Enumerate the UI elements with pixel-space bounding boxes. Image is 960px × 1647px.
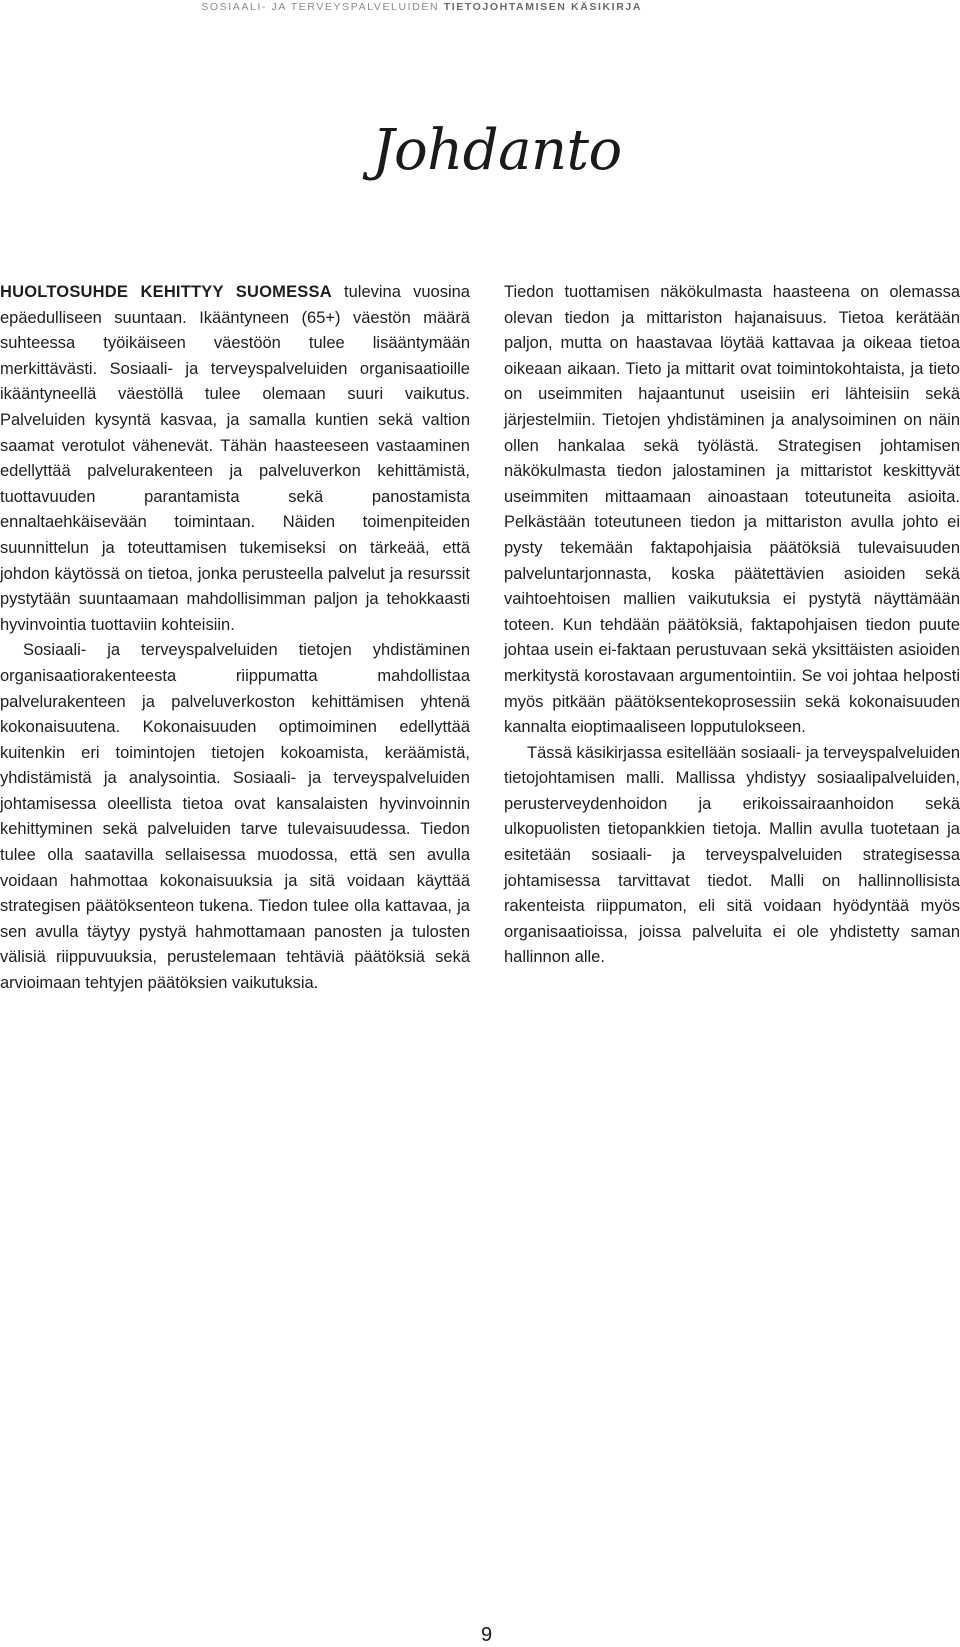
right-paragraph-1: Tiedon tuottamisen näkökulmasta haasteena on olemassa olevan tiedon ja mittariston hajanaisuus. Tietoa kerätään paljon, mutta on haastavaa löytää kattavaa ja oikeaa tietoa oikeaan aikaan. Tieto ja mittarit ovat toimintokohtaista, ja tieto on useimmiten hajaantunut useisiin eri lähteisiin sekä järjestelmiin. Tietojen yhdistäminen ja analysoiminen on näin ollen hankalaa sekä työlästä. Strategisen johtamisen näkökulmasta tiedon jalostaminen ja mittaristot keskittyvät useimmiten mittaamaan ainoastaan toteutuneita asioita. Pelkästään toteutuneen tiedon ja mittariston avulla johto ei pysty tekemään faktapohjaisia päätöksiä tulevaisuuden palveluntarjonnasta, koska päätettävien asioiden sekä vaihtoehtoisen mallien vaikutuksia ei pystytä näyttämään toteen. Kun tehdään päätöksiä, faktapohjaisen tiedon puute johtaa usein ei-faktaan perustuvaan sekä yksittäisten asioiden merkitystä korostavaan argumentointiin. Se voi johtaa helposti myös pitkään päätöksentekoprosessiin sekä kokonaisuuden kannalta eioptimaaliseen lopputulokseen. [504, 283, 960, 737]
page-title: Johdanto [372, 118, 622, 183]
page-number: 9 [480, 1624, 493, 1646]
right-column [504, 280, 960, 971]
lead-heading: HUOLTOSUHDE KEHITTYY SUOMESSA [0, 283, 332, 301]
running-header-normal: SOSIAALI- JA TERVEYSPALVELUIDEN [201, 1, 440, 13]
left-paragraph-1-text: tulevina vuosina epäedulliseen suuntaan. Ikääntyneen (65+) väestön määrä suhteessa työikäiseen väestöön tulee lisääntymään merkittävästi. Sosiaali- ja terveyspalveluiden organisaatioille ikääntyneellä väestöllä tulee olemaan suuri vaikutus. Palveluiden kysyntä kasvaa, ja samalla kuntien sekä valtion saamat verotulot vähenevät. Tähän haasteeseen vastaaminen edellyttää palvelurakenteen ja palveluverkon kehittämistä, tuottavuuden parantamista sekä panostamista ennaltaehkäisevään toimintaan. Näiden toimenpiteiden suunnittelun ja toteuttamisen tukemiseksi on tärkeää, että johdon käytössä on tietoa, jonka perusteella palvelut ja resurssit pystytään suuntaamaan mahdollisimman paljon ja tehokkaasti hyvinvointia tuottaviin kohteisiin. [0, 283, 470, 634]
right-paragraph-2: Tässä käsikirjassa esitellään sosiaali- ja terveyspalveluiden tietojohtamisen malli. Mallissa yhdistyy sosiaalipalveluiden, perusterveydenhoidon ja erikoissairaanhoidon sekä ulkopuolisten tietopankkien tietoja. Mallin avulla tuotetaan ja esitetään sosiaali- ja terveyspalveluiden strategisessa johtamisessa tarvittavat tiedot. Malli on hallinnollisista rakenteista riippumaton, eli sitä voidaan hyödyntää myös organisaatioissa, joissa palveluita ei ole yhdistetty saman hallinnon alle. [504, 743, 960, 967]
running-header-bold: TIETOJOHTAMISEN KÄSIKIRJA [443, 1, 642, 13]
left-paragraph-1 [0, 280, 470, 638]
left-column [0, 280, 470, 997]
running-header [0, 0, 960, 13]
left-paragraph-2: Sosiaali- ja terveyspalveluiden tietojen yhdistäminen organisaatiorakenteesta riippumatta mahdollistaa palvelurakenteen ja palveluverkoston kehittämisen yhtenä kokonaisuutena. Kokonaisuuden optimoiminen edellyttää kuitenkin eri toimintojen tietojen kokoamista, keräämistä, yhdistämistä ja analysointia. Sosiaali- ja terveyspalveluiden johtamisessa oleellista tietoa ovat kansalaisten hyvinvoinnin kehittyminen sekä palveluiden tarve tulevaisuudessa. Tiedon tulee olla saatavilla sellaisessa muodossa, että sen avulla voidaan hahmottaa kokonaisuuksia ja sitä voidaan käyttää strategisen päätöksenteon tukena. Tiedon tulee olla kattavaa, ja sen avulla täytyy pystyä hahmottamaan panosten ja tulosten välisiä riippuvuuksia, perustelemaan tehtäviä päätöksiä sekä arvioimaan tehtyjen päätöksien vaikutuksia. [0, 641, 470, 993]
